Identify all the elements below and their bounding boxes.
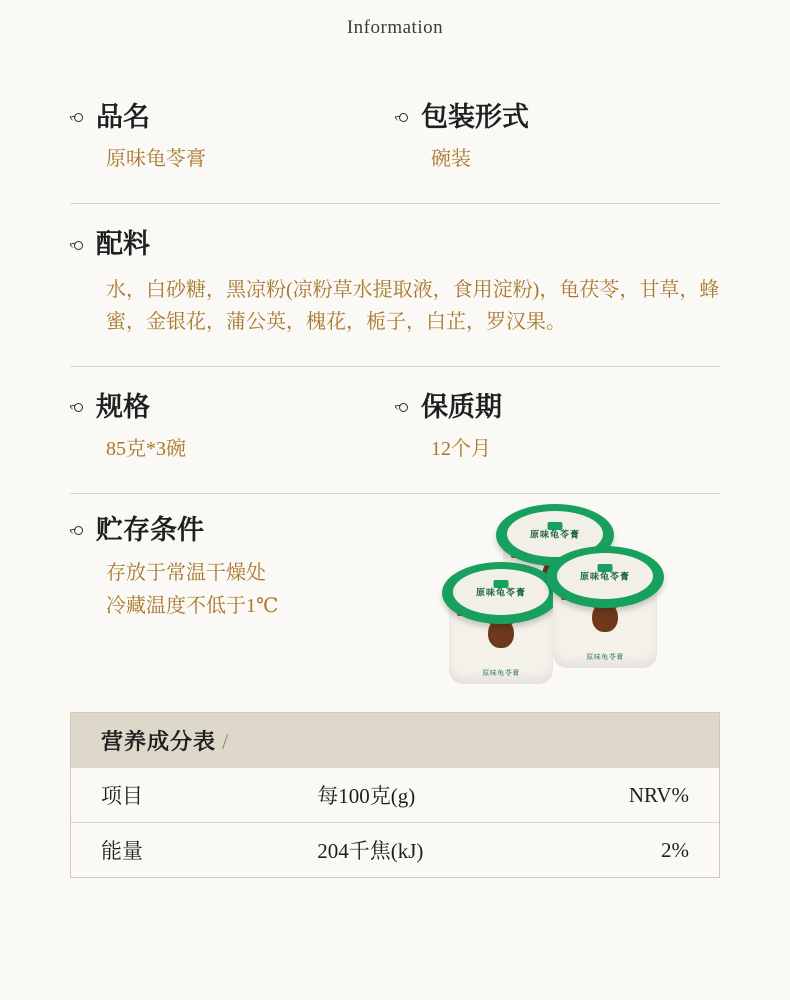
cell-nutrient-name: 能量 bbox=[71, 823, 317, 878]
nutrition-slash: / bbox=[222, 729, 230, 755]
column-header-item: 项目 bbox=[101, 784, 143, 809]
field-row-2 bbox=[70, 228, 720, 341]
spacer bbox=[70, 204, 720, 228]
cup-body-text: 原味龟苓膏 bbox=[586, 653, 624, 662]
cup-lid-text: 原味龟苓膏 bbox=[579, 571, 630, 582]
bullet-leaf-icon bbox=[70, 238, 87, 252]
label-line bbox=[395, 101, 720, 133]
cup-lid bbox=[442, 562, 560, 624]
cup-lid-text: 原味龟苓膏 bbox=[529, 529, 580, 540]
table-row bbox=[71, 823, 719, 878]
field-specification bbox=[70, 391, 395, 469]
field-value: 12个月 bbox=[431, 438, 491, 461]
table-header-row bbox=[71, 768, 719, 823]
cup-lid-text: 原味龟苓膏 bbox=[475, 587, 526, 598]
field-label: 保质期 bbox=[421, 391, 502, 422]
bullet-leaf-icon bbox=[395, 400, 412, 414]
bullet-leaf-icon bbox=[70, 110, 87, 124]
product-image bbox=[447, 494, 720, 694]
label-line bbox=[70, 514, 447, 546]
bullet-leaf-icon bbox=[70, 523, 87, 537]
spacer bbox=[70, 367, 720, 391]
field-value: 原味龟苓膏 bbox=[106, 148, 206, 171]
field-shelf-life bbox=[395, 391, 720, 469]
label-line bbox=[70, 101, 395, 133]
field-value: 85克*3碗 bbox=[106, 438, 186, 461]
column-header-per100g: 每100克(g) bbox=[317, 784, 416, 809]
cup-lid-top bbox=[557, 553, 653, 599]
nutrition-title: 营养成分表 bbox=[101, 729, 217, 755]
field-value: 水，白砂糖，黑凉粉(凉粉草水提取液，食用淀粉)，龟茯苓，甘草，蜂蜜，金银花，蒲公英，槐花，栀子，白芷，罗汉果。 bbox=[106, 278, 720, 333]
field-row-4 bbox=[70, 494, 720, 694]
cups-illustration bbox=[442, 504, 672, 694]
label-line bbox=[70, 228, 720, 260]
field-row-3 bbox=[70, 391, 720, 469]
label-line bbox=[70, 391, 395, 423]
field-value-line-1: 存放于常温干燥处 bbox=[106, 561, 266, 584]
field-row-1 bbox=[70, 101, 720, 179]
nutrition-grid bbox=[71, 768, 719, 877]
field-package-form bbox=[395, 101, 720, 179]
field-label: 规格 bbox=[96, 391, 150, 422]
field-label: 贮存条件 bbox=[96, 515, 204, 546]
cup-lid-top bbox=[453, 569, 549, 615]
field-label: 包装形式 bbox=[421, 102, 529, 132]
field-storage-conditions bbox=[70, 494, 447, 621]
field-ingredients bbox=[70, 228, 720, 341]
cup-lid bbox=[546, 546, 664, 608]
field-label: 配料 bbox=[96, 229, 150, 260]
field-value-line-2: 冷藏温度不低于1℃ bbox=[106, 594, 279, 617]
cell-nutrient-value: 204千焦(kJ) bbox=[317, 823, 557, 878]
information-content bbox=[70, 39, 720, 878]
nutrition-table bbox=[70, 712, 720, 878]
field-label: 品名 bbox=[96, 102, 150, 132]
cup-body-text: 原味龟苓膏 bbox=[482, 669, 520, 678]
bullet-leaf-icon bbox=[70, 400, 87, 414]
page-title: Information bbox=[346, 17, 444, 38]
field-value: 碗装 bbox=[431, 148, 471, 171]
nutrition-table-header bbox=[71, 713, 719, 768]
field-product-name bbox=[70, 101, 395, 179]
cell-nutrient-nrv: 2% bbox=[557, 823, 719, 878]
bullet-leaf-icon bbox=[395, 110, 412, 124]
column-header-nrv: NRV% bbox=[628, 782, 689, 807]
label-line bbox=[395, 391, 720, 423]
